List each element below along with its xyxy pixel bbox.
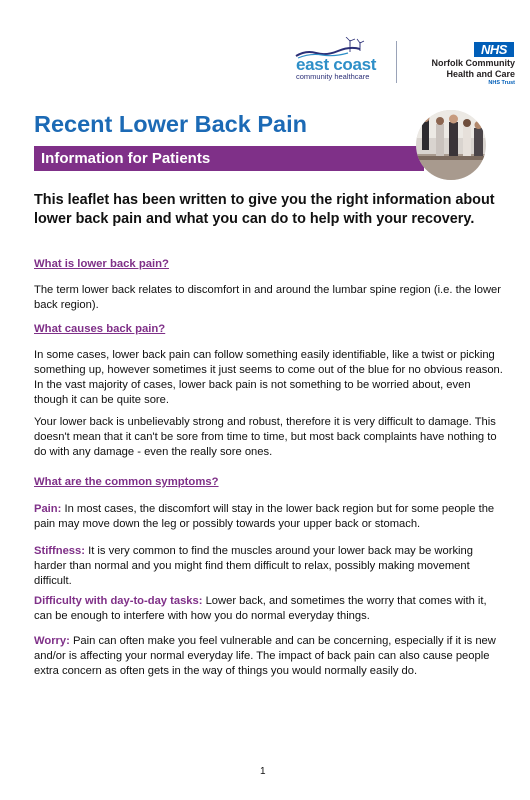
symptom-day-to-day-tasks-text: Lower back, and sometimes the worry that comes with it, can be enough to interfere with how you do normal everyday things. xyxy=(34,595,487,622)
paragraph-lower-back-definition: The term lower back relates to discomfort in and around the lumbar spine region (i.e. the lower back region). xyxy=(34,284,501,311)
symptom-worry-label: Worry: xyxy=(34,635,70,647)
intro-statement: This leaflet has been written to give you the right information about lower back pain and what you can do to help with your recovery. xyxy=(34,192,495,227)
page-title: Recent Lower Back Pain xyxy=(34,111,307,137)
exercise-class-photo xyxy=(416,110,486,180)
symptom-pain-text: In most cases, the discomfort will stay in the lower back region but for some people the pain may move down the leg or possibly towards your upper back or stomach. xyxy=(34,503,495,530)
logo-divider xyxy=(396,41,397,83)
symptom-day-to-day-tasks xyxy=(34,594,504,624)
symptom-pain-label: Pain: xyxy=(34,503,62,515)
nhs-logo-badge: NHS xyxy=(474,42,514,57)
heading-common-symptoms: What are the common symptoms? xyxy=(34,476,219,488)
symptom-pain xyxy=(34,502,504,532)
symptom-stiffness-label: Stiffness: xyxy=(34,545,85,557)
symptom-day-to-day-tasks-label: Difficulty with day-to-day tasks: xyxy=(34,595,203,607)
nhs-org-name-line1: Norfolk Community xyxy=(431,58,515,68)
subtitle-banner xyxy=(34,146,424,171)
page-number: 1 xyxy=(260,766,266,777)
east-coast-logo-subtitle: community healthcare xyxy=(296,72,370,81)
heading-what-is-lower-back-pain: What is lower back pain? xyxy=(34,258,169,270)
heading-what-causes-back-pain: What causes back pain? xyxy=(34,323,166,335)
paragraph-causes: In some cases, lower back pain can follow something easily identifiable, like a twist or picking something up, however sometimes it just seems to come out of the blue for no obvious reason. In the vast majority of cases, lower back pain is not something to be worried about, even though it can be quite sore. xyxy=(34,349,503,406)
symptom-stiffness xyxy=(34,544,504,589)
nhs-org-name-line2: Health and Care xyxy=(446,69,515,79)
symptom-worry xyxy=(34,634,504,679)
nhs-trust-label: NHS Trust xyxy=(488,80,515,86)
east-coast-logo-name: east coast xyxy=(296,55,377,74)
symptom-worry-text: Pain can often make you feel vulnerable and can be concerning, especially if it is new and/or is affecting your normal everyday life. The impact of back pain can also cause people extra concern as often gets in the way of things you would normally easily do. xyxy=(34,635,496,677)
paragraph-strong-robust-back: Your lower back is unbelievably strong and robust, therefore it is very difficult to damage. This doesn't mean that it can't be sore from time to time, but most back complaints have nothing to do with any damage - even the really sore ones. xyxy=(34,416,497,458)
symptom-stiffness-text: It is very common to find the muscles around your lower back may be working harder than normal and you might find them difficult to relax, possibly making movement difficult. xyxy=(34,545,473,587)
subtitle-banner-text: Information for Patients xyxy=(41,150,211,167)
